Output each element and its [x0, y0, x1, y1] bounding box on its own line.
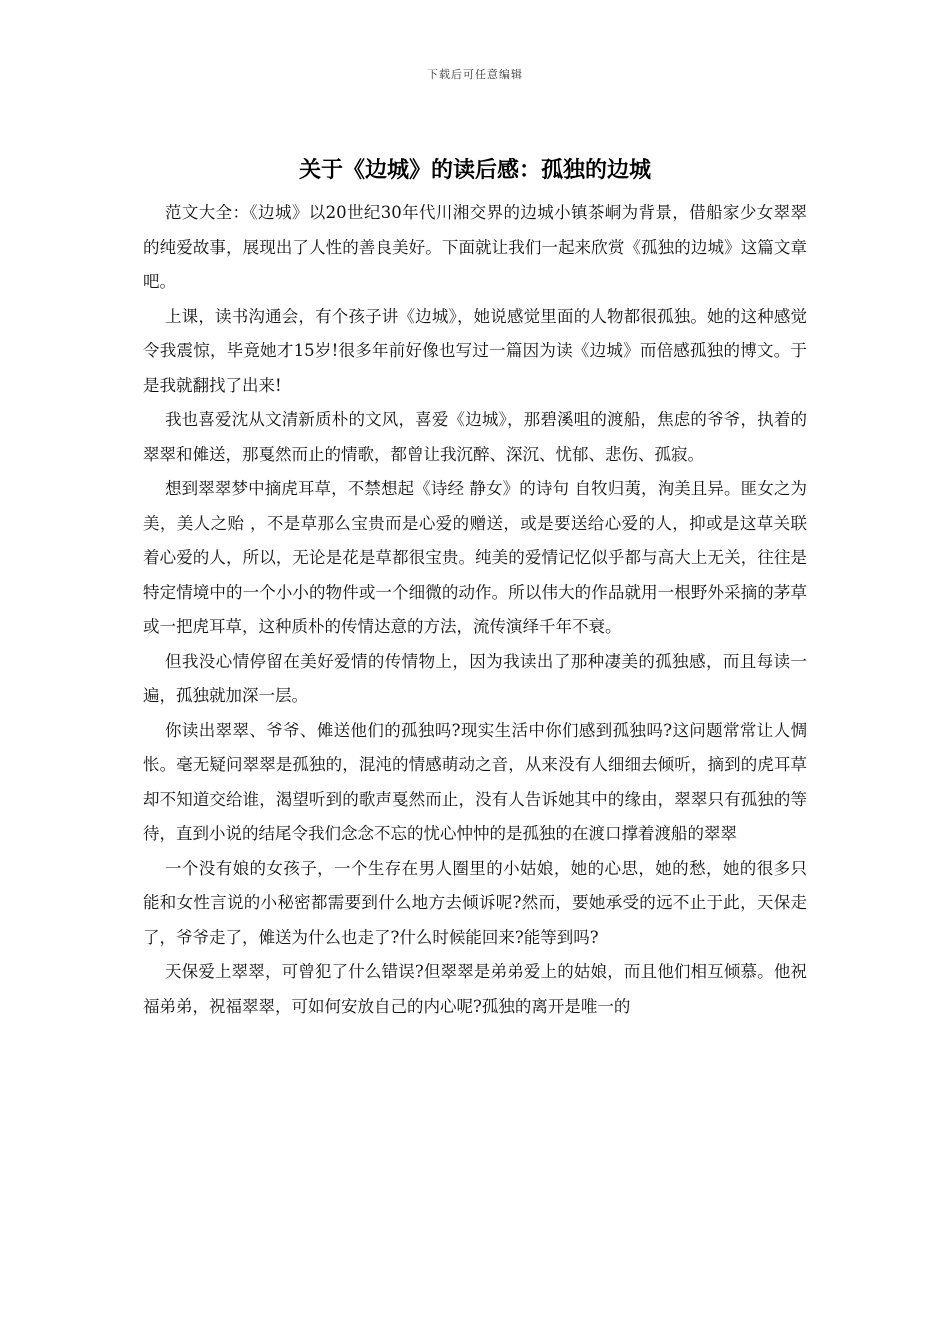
document-title: 关于《边城》的读后感：孤独的边城 [298, 157, 651, 183]
paragraph-characters-lonely: 你读出翠翠、爷爷、傩送他们的孤独吗?现实生活中你们感到孤独吗?这问题常常让人惆怅。毫无疑问翠翠是孤独的，混沌的情感萌动之音，从来没有人细细去倾听，摘到的虎耳草却不知道交给谁，渴望听到的歌声戛然而止，没有人告诉她其中的缘由，翠翠只有孤独的等待，直到小说的结尾令我们念念不忘的忧心忡忡的是孤独的在渡口撑着渡船的翠翠 [143, 720, 807, 843]
document-body [143, 196, 807, 1024]
paragraph-writing-style: 我也喜爱沈从文清新质朴的文风，喜爱《边城》，那碧溪咀的渡船，焦虑的爷爷，执着的翠翠和傩送，那戛然而止的情歌，都曾让我沉醉、深沉、忧郁、悲伤、孤寂。 [143, 410, 807, 464]
header-note: 下载后可任意编辑 [427, 68, 523, 81]
paragraph-tiger-ear-grass: 想到翠翠梦中摘虎耳草，不禁想起《诗经 静女》的诗句 自牧归荑，洵美且异。匪女之为美，美人之贻 ，不是草那么宝贵而是心爱的赠送，或是要送给心爱的人，抑或是这草关联着心爱的人，所以，无论是花是草都很宝贵。纯美的爱情记忆似乎都与高大上无关，往往是特定情境中的一个小小的物件或一个细微的动作。所以伟大的作品就用一根野外采摘的茅草或一把虎耳草，这种质朴的传情达意的方法，流传演绎千年不衰。 [143, 479, 807, 636]
paragraph-intro: 范文大全：《边城》以20世纪30年代川湘交界的边城小镇茶峒为背景，借船家少女翠翠的纯爱故事，展现出了人性的善良美好。下面就让我们一起来欣赏《孤独的边城》这篇文章吧。 [143, 203, 807, 291]
paragraph-motherless-girl: 一个没有娘的女孩子，一个生存在男人圈里的小姑娘，她的心思，她的愁，她的很多只能和女性言说的小秘密都需要到什么地方去倾诉呢?然而，要她承受的远不止于此，天保走了，爷爷走了，傩送为什么也走了?什么时候能回来?能等到吗? [143, 858, 807, 947]
paragraph-tianbao: 天保爱上翠翠，可曾犯了什么错误?但翠翠是弟弟爱上的姑娘，而且他们相互倾慕。他祝福弟弟，祝福翠翠，可如何安放自己的内心呢?孤独的离开是唯一的 [143, 962, 807, 1016]
paragraph-class-discussion: 上课，读书沟通会，有个孩子讲《边城》，她说感觉里面的人物都很孤独。她的这种感觉令我震惊，毕竟她才15岁!很多年前好像也写过一篇因为读《边城》而倍感孤独的博文。于是我就翻找了出来! [143, 306, 807, 395]
paragraph-loneliness: 但我没心情停留在美好爱情的传情物上，因为我读出了那种凄美的孤独感，而且每读一遍，孤独就加深一层。 [143, 651, 807, 705]
